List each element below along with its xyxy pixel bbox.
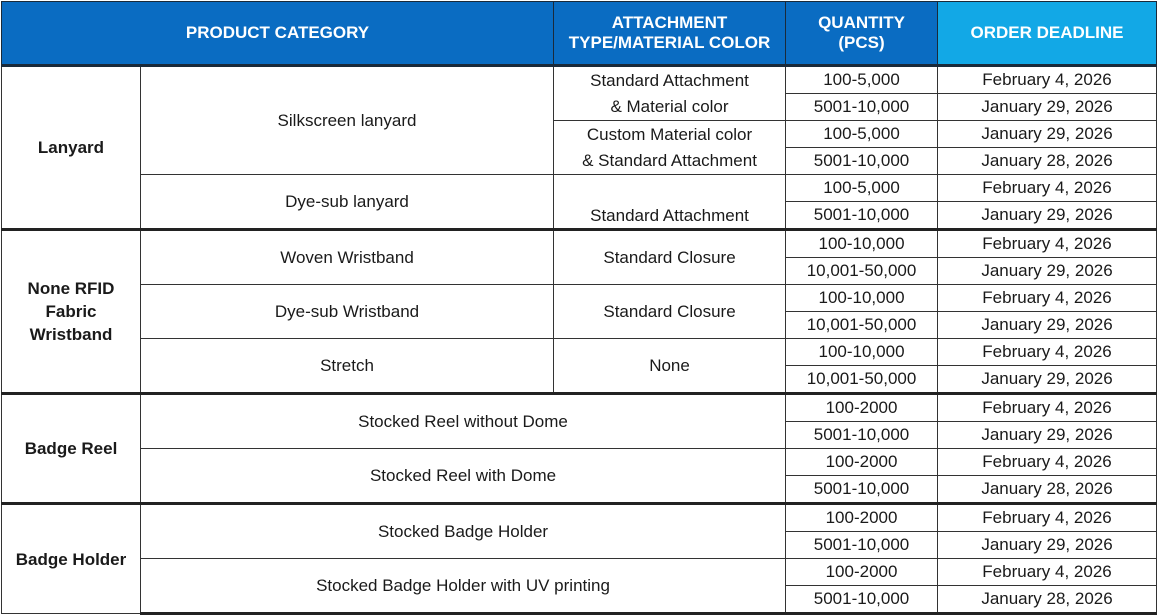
order-deadline-table — [1, 1, 1157, 615]
table-body — [2, 66, 1157, 614]
product-dyesub-lanyard: Dye-sub lanyard — [141, 175, 554, 230]
quantity-cell: 5001-10,000 — [786, 476, 938, 504]
table-row — [2, 66, 1157, 94]
attachment-line1: Custom Material color — [586, 124, 753, 144]
header-quantity-line1: QUANTITY — [818, 13, 905, 32]
deadline-cell: January 29, 2026 — [938, 312, 1157, 339]
table-row — [2, 285, 1157, 312]
quantity-cell: 100-2000 — [786, 449, 938, 476]
quantity-cell: 10,001-50,000 — [786, 312, 938, 339]
category-lanyard: Lanyard — [2, 66, 141, 230]
header-order-deadline: ORDER DEADLINE — [938, 2, 1157, 66]
quantity-cell: 100-5,000 — [786, 121, 938, 148]
table-row — [2, 394, 1157, 422]
table-row — [2, 339, 1157, 366]
product-silkscreen-lanyard: Silkscreen lanyard — [141, 66, 554, 175]
product-reel-with-dome: Stocked Reel with Dome — [141, 449, 786, 504]
deadline-cell: February 4, 2026 — [938, 339, 1157, 366]
attachment-standard-material — [554, 66, 786, 121]
header-attachment-line2: TYPE/MATERIAL COLOR — [568, 33, 771, 52]
product-dyesub-wristband: Dye-sub Wristband — [141, 285, 554, 339]
product-stocked-badge-holder: Stocked Badge Holder — [141, 504, 786, 559]
deadline-cell: February 4, 2026 — [938, 175, 1157, 202]
deadline-cell: February 4, 2026 — [938, 559, 1157, 586]
product-reel-without-dome: Stocked Reel without Dome — [141, 394, 786, 449]
attachment-standard-closure: Standard Closure — [554, 285, 786, 339]
category-line3: Wristband — [29, 325, 113, 344]
deadline-cell: February 4, 2026 — [938, 504, 1157, 532]
table-row — [2, 559, 1157, 586]
attachment-line2: & Standard Attachment — [582, 150, 757, 170]
attachment-line2: & Material color — [610, 96, 729, 116]
quantity-cell: 10,001-50,000 — [786, 258, 938, 285]
quantity-cell: 100-10,000 — [786, 230, 938, 258]
quantity-cell: 100-2000 — [786, 504, 938, 532]
quantity-cell: 100-5,000 — [786, 175, 938, 202]
deadline-cell: January 28, 2026 — [938, 586, 1157, 614]
product-stretch: Stretch — [141, 339, 554, 394]
deadline-cell: January 29, 2026 — [938, 94, 1157, 121]
quantity-cell: 100-10,000 — [786, 339, 938, 366]
header-row — [2, 2, 1157, 66]
attachment-custom-material — [554, 121, 786, 175]
category-wristband — [2, 230, 141, 394]
table-row — [2, 504, 1157, 532]
category-badge-reel: Badge Reel — [2, 394, 141, 504]
deadline-cell: January 28, 2026 — [938, 476, 1157, 504]
quantity-cell: 5001-10,000 — [786, 586, 938, 614]
header-quantity — [786, 2, 938, 66]
quantity-cell: 5001-10,000 — [786, 422, 938, 449]
header-quantity-line2: (PCS) — [838, 33, 885, 52]
deadline-cell: January 29, 2026 — [938, 422, 1157, 449]
table-row — [2, 175, 1157, 202]
attachment-standard: Standard Attachment — [554, 175, 786, 230]
deadline-cell: February 4, 2026 — [938, 285, 1157, 312]
category-line1: None RFID — [27, 279, 115, 298]
attachment-line1: Standard Attachment — [590, 70, 749, 90]
header-attachment-line1: ATTACHMENT — [611, 13, 728, 32]
deadline-cell: January 29, 2026 — [938, 366, 1157, 394]
category-badge-holder: Badge Holder — [2, 504, 141, 614]
deadline-cell: February 4, 2026 — [938, 66, 1157, 94]
attachment-none: None — [554, 339, 786, 394]
quantity-cell: 100-5,000 — [786, 66, 938, 94]
deadline-cell: February 4, 2026 — [938, 449, 1157, 476]
header-product-category: PRODUCT CATEGORY — [2, 2, 554, 66]
attachment-standard-closure: Standard Closure — [554, 230, 786, 285]
quantity-cell: 5001-10,000 — [786, 148, 938, 175]
deadline-cell: February 4, 2026 — [938, 394, 1157, 422]
category-line2: Fabric — [45, 302, 97, 321]
quantity-cell: 100-2000 — [786, 559, 938, 586]
table-row — [2, 230, 1157, 258]
deadline-cell: January 29, 2026 — [938, 202, 1157, 230]
quantity-cell: 100-10,000 — [786, 285, 938, 312]
quantity-cell: 5001-10,000 — [786, 94, 938, 121]
quantity-cell: 5001-10,000 — [786, 202, 938, 230]
product-badge-holder-uv: Stocked Badge Holder with UV printing — [141, 559, 786, 614]
quantity-cell: 5001-10,000 — [786, 532, 938, 559]
quantity-cell: 100-2000 — [786, 394, 938, 422]
deadline-cell: January 29, 2026 — [938, 532, 1157, 559]
deadline-cell: February 4, 2026 — [938, 230, 1157, 258]
deadline-cell: January 28, 2026 — [938, 148, 1157, 175]
quantity-cell: 10,001-50,000 — [786, 366, 938, 394]
product-woven-wristband: Woven Wristband — [141, 230, 554, 285]
table-row — [2, 449, 1157, 476]
deadline-cell: January 29, 2026 — [938, 121, 1157, 148]
header-attachment — [554, 2, 786, 66]
deadline-cell: January 29, 2026 — [938, 258, 1157, 285]
table-header — [2, 2, 1157, 66]
